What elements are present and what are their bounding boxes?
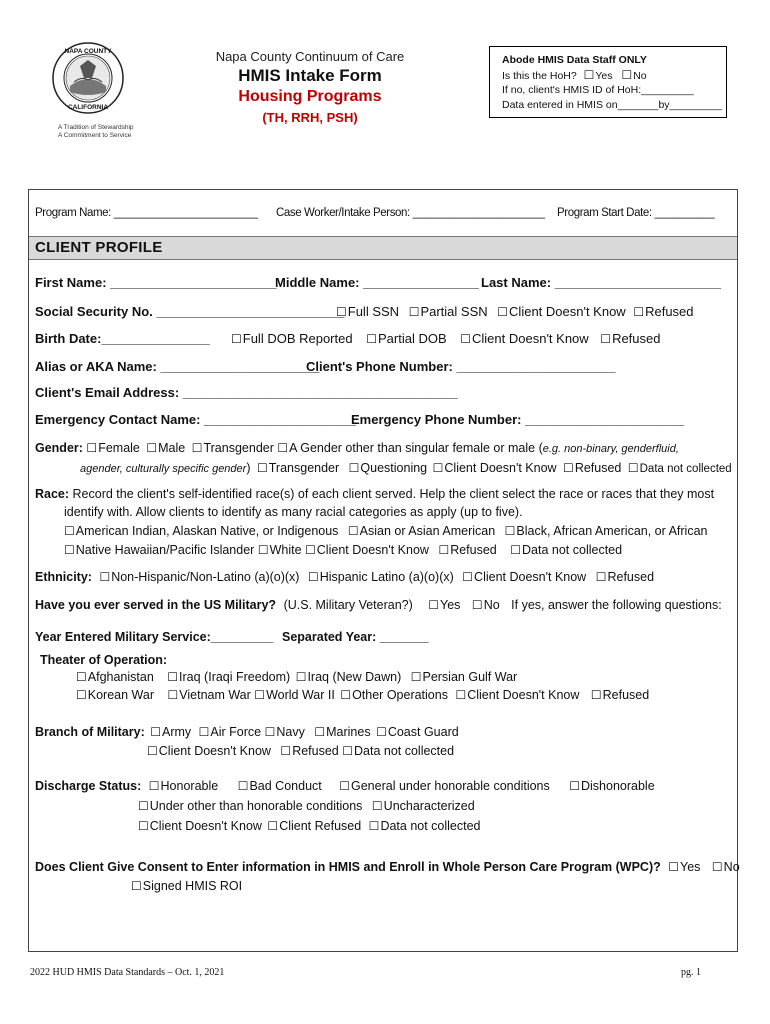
discharge-dishonorable-checkbox[interactable]: ☐ Dishonorable [569,779,654,793]
theater-ww2-checkbox[interactable]: ☐ World War II [254,688,335,702]
branch-row-1 [35,725,459,739]
ssn-options [336,304,694,319]
org-name: Napa County Continuum of Care [215,49,405,64]
military-row [35,598,722,612]
client-phone-field[interactable]: Client's Phone Number: ______________________ [306,359,616,374]
section-title: CLIENT PROFILE [35,239,163,256]
staff-box-title: Abode HMIS Data Staff ONLY [502,54,647,66]
last-name-field[interactable]: Last Name: _______________________ [481,275,721,290]
eth-hispanic-checkbox[interactable]: ☐ Hispanic Latino (a)(o)(x) [308,570,454,584]
theater-iraq-newdawn-checkbox[interactable]: ☐ Iraq (New Dawn) [296,670,402,684]
hoh-yes-checkbox[interactable]: ☐ Yes [584,70,613,82]
client-email-field[interactable]: Client's Email Address: ______________________________________ [35,385,458,400]
hoh-question-row [502,68,726,84]
svg-text:NAPA COUNTY: NAPA COUNTY [64,48,112,55]
military-question: Have you ever served in the US Military? [35,598,277,612]
seal-motto-line-1: A Tradition of Stewardship [58,124,134,131]
race-white-checkbox[interactable]: ☐ White [258,543,302,557]
gender-dontknow-checkbox[interactable]: ☐ Client Doesn't Know [433,461,557,475]
consent-yes-checkbox[interactable]: ☐ Yes [668,860,700,874]
dob-partial-checkbox[interactable]: ☐ Partial DOB [366,331,446,346]
theater-vietnam-checkbox[interactable]: ☐ Vietnam War [167,688,250,702]
gender-label: Gender: [35,441,83,455]
discharge-notcollected-checkbox[interactable]: ☐ Data not collected [369,819,481,833]
theater-dontknow-checkbox[interactable]: ☐ Client Doesn't Know [455,688,579,702]
year-entered-field[interactable]: Year Entered Military Service:_________ [35,630,274,644]
gender-row-2 [80,461,732,475]
gender-close-paren: ) [246,461,251,475]
case-worker-field[interactable]: Case Worker/Intake Person: ______________________ [276,207,545,219]
race-row-opts-2 [64,543,622,557]
eth-nonhispanic-checkbox[interactable]: ☐ Non-Hispanic/Non-Latino (a)(o)(x) [99,570,299,584]
race-asian-checkbox[interactable]: ☐ Asian or Asian American [348,524,495,538]
race-refused-checkbox[interactable]: ☐ Refused [438,543,496,557]
theater-other-checkbox[interactable]: ☐ Other Operations [340,688,448,702]
county-seal-logo [52,42,124,114]
client-profile-header [29,236,737,260]
theater-label: Theater of Operation: [40,653,168,667]
discharge-honorable-checkbox[interactable]: ☐ Honorable [149,779,218,793]
consent-question: Does Client Give Consent to Enter information in HMIS and Enroll in Whole Person Care Program (WPC)? [35,860,661,874]
branch-refused-checkbox[interactable]: ☐ Refused [280,744,338,758]
theater-row-1 [76,670,517,684]
gender-male-checkbox[interactable]: ☐ Male [146,441,185,455]
ssn-field[interactable]: Social Security No. __________________________ [35,304,345,319]
dob-refused-checkbox[interactable]: ☐ Refused [600,331,660,346]
military-yes-checkbox[interactable]: ☐ Yes [428,598,460,612]
branch-row-2 [147,744,454,758]
branch-dontknow-checkbox[interactable]: ☐ Client Doesn't Know [147,744,271,758]
discharge-refused-checkbox[interactable]: ☐ Client Refused [267,819,361,833]
military-followup: If yes, answer the following questions: [511,598,722,612]
ssn-dontknow-checkbox[interactable]: ☐ Client Doesn't Know [497,304,625,319]
ssn-refused-checkbox[interactable]: ☐ Refused [633,304,693,319]
military-paren: (U.S. Military Veteran?) [283,598,413,612]
theater-row-2 [76,688,649,702]
hoh-id-field[interactable]: If no, client's HMIS ID of HoH:_________ [502,84,694,96]
hoh-no-checkbox[interactable]: ☐ No [621,70,646,82]
gender-note-2: agender, culturally specific gender [80,463,247,475]
seal-motto [58,124,134,140]
gender-female-checkbox[interactable]: ☐ Female [86,441,139,455]
branch-army-checkbox[interactable]: ☐ Army [150,725,191,739]
theater-refused-checkbox[interactable]: ☐ Refused [591,688,649,702]
seal-motto-line-2: A Commitment to Service [58,132,132,139]
ethnicity-label: Ethnicity: [35,570,92,584]
staff-only-box [489,46,727,118]
theater-iraq-freedom-checkbox[interactable]: ☐ Iraq (Iraqi Freedom) [167,670,290,684]
eth-dontknow-checkbox[interactable]: ☐ Client Doesn't Know [462,570,586,584]
race-instructions-2: identify with. Allow clients to identify as many racial categories as apply (up to five). [64,505,523,519]
consent-no-checkbox[interactable]: ☐ No [712,860,740,874]
gender-note-1: e.g. non-binary, genderfluid, [542,443,679,455]
signed-roi-checkbox[interactable] [131,879,242,893]
branch-notcollected-checkbox[interactable]: ☐ Data not collected [342,744,454,758]
form-subtitle: Housing Programs [238,88,382,105]
race-row-1 [35,487,714,501]
svg-text:CALIFORNIA: CALIFORNIA [67,104,109,111]
theater-afghanistan-checkbox[interactable]: ☐ Afghanistan [76,670,154,684]
signed-roi-label: ☐ Signed HMIS ROI [131,879,242,893]
discharge-label: Discharge Status: [35,779,142,793]
form-title: HMIS Intake Form [238,66,382,85]
race-nhpi-checkbox[interactable]: ☐ Native Hawaiian/Pacific Islander [64,543,254,557]
discharge-bad-conduct-checkbox[interactable]: ☐ Bad Conduct [238,779,322,793]
consent-row [35,860,740,874]
birth-date-field[interactable]: Birth Date:_______________ [35,331,210,346]
program-start-date-field[interactable]: Program Start Date: __________ [557,207,715,219]
footer-standards: 2022 HUD HMIS Data Standards – Oct. 1, 2021 [30,967,225,978]
alias-field[interactable]: Alias or AKA Name: ______________________ [35,359,320,374]
program-name-field[interactable]: Program Name: ________________________ [35,207,258,219]
ssn-full-checkbox[interactable]: ☐ Full SSN [336,304,399,319]
programs-note: (TH, RRH, PSH) [262,110,358,125]
discharge-row-3 [138,819,481,833]
race-row-opts-1 [64,524,707,538]
dob-full-checkbox[interactable]: ☐ Full DOB Reported [231,331,353,346]
gender-transgender2-checkbox[interactable]: ☐ Transgender [257,461,339,475]
discharge-uncharacterized-checkbox[interactable]: ☐ Uncharacterized [372,799,475,813]
hoh-question: Is this the HoH? [502,69,577,82]
discharge-row-1 [35,779,655,793]
race-black-checkbox[interactable]: ☐ Black, African American, or African [505,524,708,538]
theater-korean-checkbox[interactable]: ☐ Korean War [76,688,154,702]
emergency-contact-field[interactable]: Emergency Contact Name: _____________________ [35,412,356,427]
theater-gulf-war-checkbox[interactable]: ☐ Persian Gulf War [411,670,517,684]
race-dontknow-checkbox[interactable]: ☐ Client Doesn't Know [305,543,429,557]
race-notcollected-checkbox[interactable]: ☐ Data not collected [510,543,622,557]
data-entered-field[interactable]: Data entered in HMIS on_______by_________ [502,98,723,111]
gender-row-1 [35,441,679,455]
page-number: pg. 1 [681,967,701,978]
gender-notcollected-checkbox[interactable]: ☐ Data not collected [628,463,732,475]
gender-other-checkbox[interactable]: ☐ A Gender other than singular female or male ( [277,441,542,455]
discharge-general-checkbox[interactable]: ☐ General under honorable conditions [339,779,550,793]
branch-label: Branch of Military: [35,725,145,739]
emergency-phone-field[interactable]: Emergency Phone Number: ______________________ [351,412,685,427]
dob-dontknow-checkbox[interactable]: ☐ Client Doesn't Know [460,331,588,346]
separated-year-field[interactable]: Separated Year: _______ [282,630,429,644]
first-name-field[interactable]: First Name: _______________________ [35,275,277,290]
discharge-row-2 [138,799,475,813]
discharge-dontknow-checkbox[interactable]: ☐ Client Doesn't Know [138,819,262,833]
branch-airforce-checkbox[interactable]: ☐ Air Force [199,725,261,739]
race-label: Race: [35,487,70,501]
race-aian-checkbox[interactable]: ☐ American Indian, Alaskan Native, or Indigenous [64,524,338,538]
branch-navy-checkbox[interactable]: ☐ Navy [265,725,305,739]
branch-marines-checkbox[interactable]: ☐ Marines [314,725,370,739]
gender-refused-checkbox[interactable]: ☐ Refused [563,461,621,475]
eth-refused-checkbox[interactable]: ☐ Refused [596,570,654,584]
birth-options [231,331,660,346]
military-no-checkbox[interactable]: ☐ No [472,598,500,612]
middle-name-field[interactable]: Middle Name: ________________ [275,275,479,290]
discharge-other-than-honorable-checkbox[interactable]: ☐ Under other than honorable conditions [138,799,362,813]
gender-questioning-checkbox[interactable]: ☐ Questioning [349,461,427,475]
ethnicity-row [35,570,654,584]
ssn-partial-checkbox[interactable]: ☐ Partial SSN [409,304,488,319]
branch-coastguard-checkbox[interactable]: ☐ Coast Guard [376,725,459,739]
race-instructions-1: Record the client's self-identified race(s) of each client served. Help the client select the race or races that they most [72,487,715,501]
gender-transgender-checkbox[interactable]: ☐ Transgender [192,441,274,455]
